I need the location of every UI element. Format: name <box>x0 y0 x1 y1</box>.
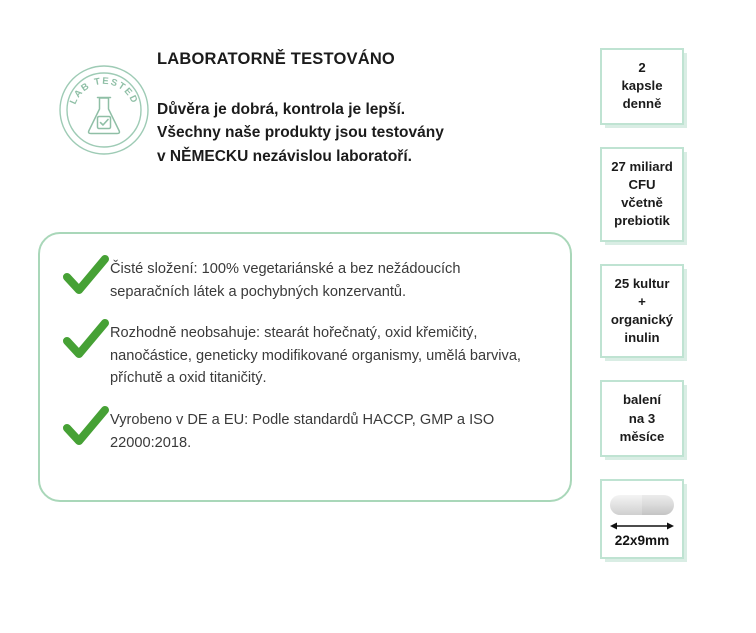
header-subtitle-line-1: Důvěra je dobrá, kontrola je lepší. <box>157 100 406 118</box>
fact-line: organický <box>610 311 674 327</box>
header-subtitle <box>157 70 577 169</box>
facts-column <box>600 48 692 581</box>
fact-card-supply <box>600 380 684 457</box>
capsule-pill-icon <box>608 493 676 517</box>
fact-card-cfu <box>600 147 684 242</box>
fact-line: na 3 <box>628 410 656 426</box>
lab-tested-badge <box>58 64 150 156</box>
fact-line: 27 miliard <box>611 158 673 174</box>
fact-line: balení <box>622 392 662 408</box>
badge-curved-label: LAB TESTED <box>67 75 141 107</box>
fact-line: včetně <box>621 195 663 211</box>
claim-text: Čisté složení: 100% vegetariánské a bez nežádoucích separačních látek a pochybných konzervantů. <box>110 261 461 300</box>
fact-line: 25 kultur <box>614 275 670 291</box>
list-item <box>62 407 544 454</box>
fact-line: denně <box>622 96 662 112</box>
check-icon <box>62 318 110 362</box>
header-block <box>157 50 577 168</box>
claim-text: Rozhodně neobsahuje: stearát hořečnatý, oxid křemičitý, nanočástice, geneticky modifikované organismy, umělá barviva, příchutě a oxid titaničitý. <box>110 325 521 387</box>
fact-line: + <box>638 293 646 309</box>
fact-card-dosage <box>600 48 684 125</box>
header-subtitle-line-2: Všechny naše produkty jsou testovány <box>157 124 444 142</box>
list-item <box>62 320 544 390</box>
claim-text: Vyrobeno v DE a EU: Podle standardů HACCP, GMP a ISO 22000:2018. <box>110 412 495 451</box>
check-icon <box>62 254 110 298</box>
list-item <box>62 256 544 303</box>
fact-line: kapsle <box>621 78 663 94</box>
lab-tested-seal-icon <box>58 64 150 156</box>
fact-line: 2 <box>638 60 646 75</box>
check-icon <box>62 405 110 449</box>
fact-card-capsule-size <box>600 479 684 559</box>
claims-list <box>40 234 570 454</box>
capsule-size-label: 22x9mm <box>614 533 670 549</box>
double-headed-arrow-icon <box>609 520 675 532</box>
fact-line: měsíce <box>619 428 665 444</box>
flask-with-check-icon <box>89 98 120 134</box>
fact-line: inulin <box>624 330 660 346</box>
fact-card-cultures <box>600 264 684 359</box>
fact-line: prebiotik <box>614 213 670 229</box>
page-title: LABORATORNĚ TESTOVÁNO <box>157 50 395 68</box>
claims-box <box>38 232 572 502</box>
fact-line: CFU <box>628 176 656 192</box>
header-subtitle-line-3: v NĚMECKU nezávislou laboratoří. <box>157 147 412 165</box>
